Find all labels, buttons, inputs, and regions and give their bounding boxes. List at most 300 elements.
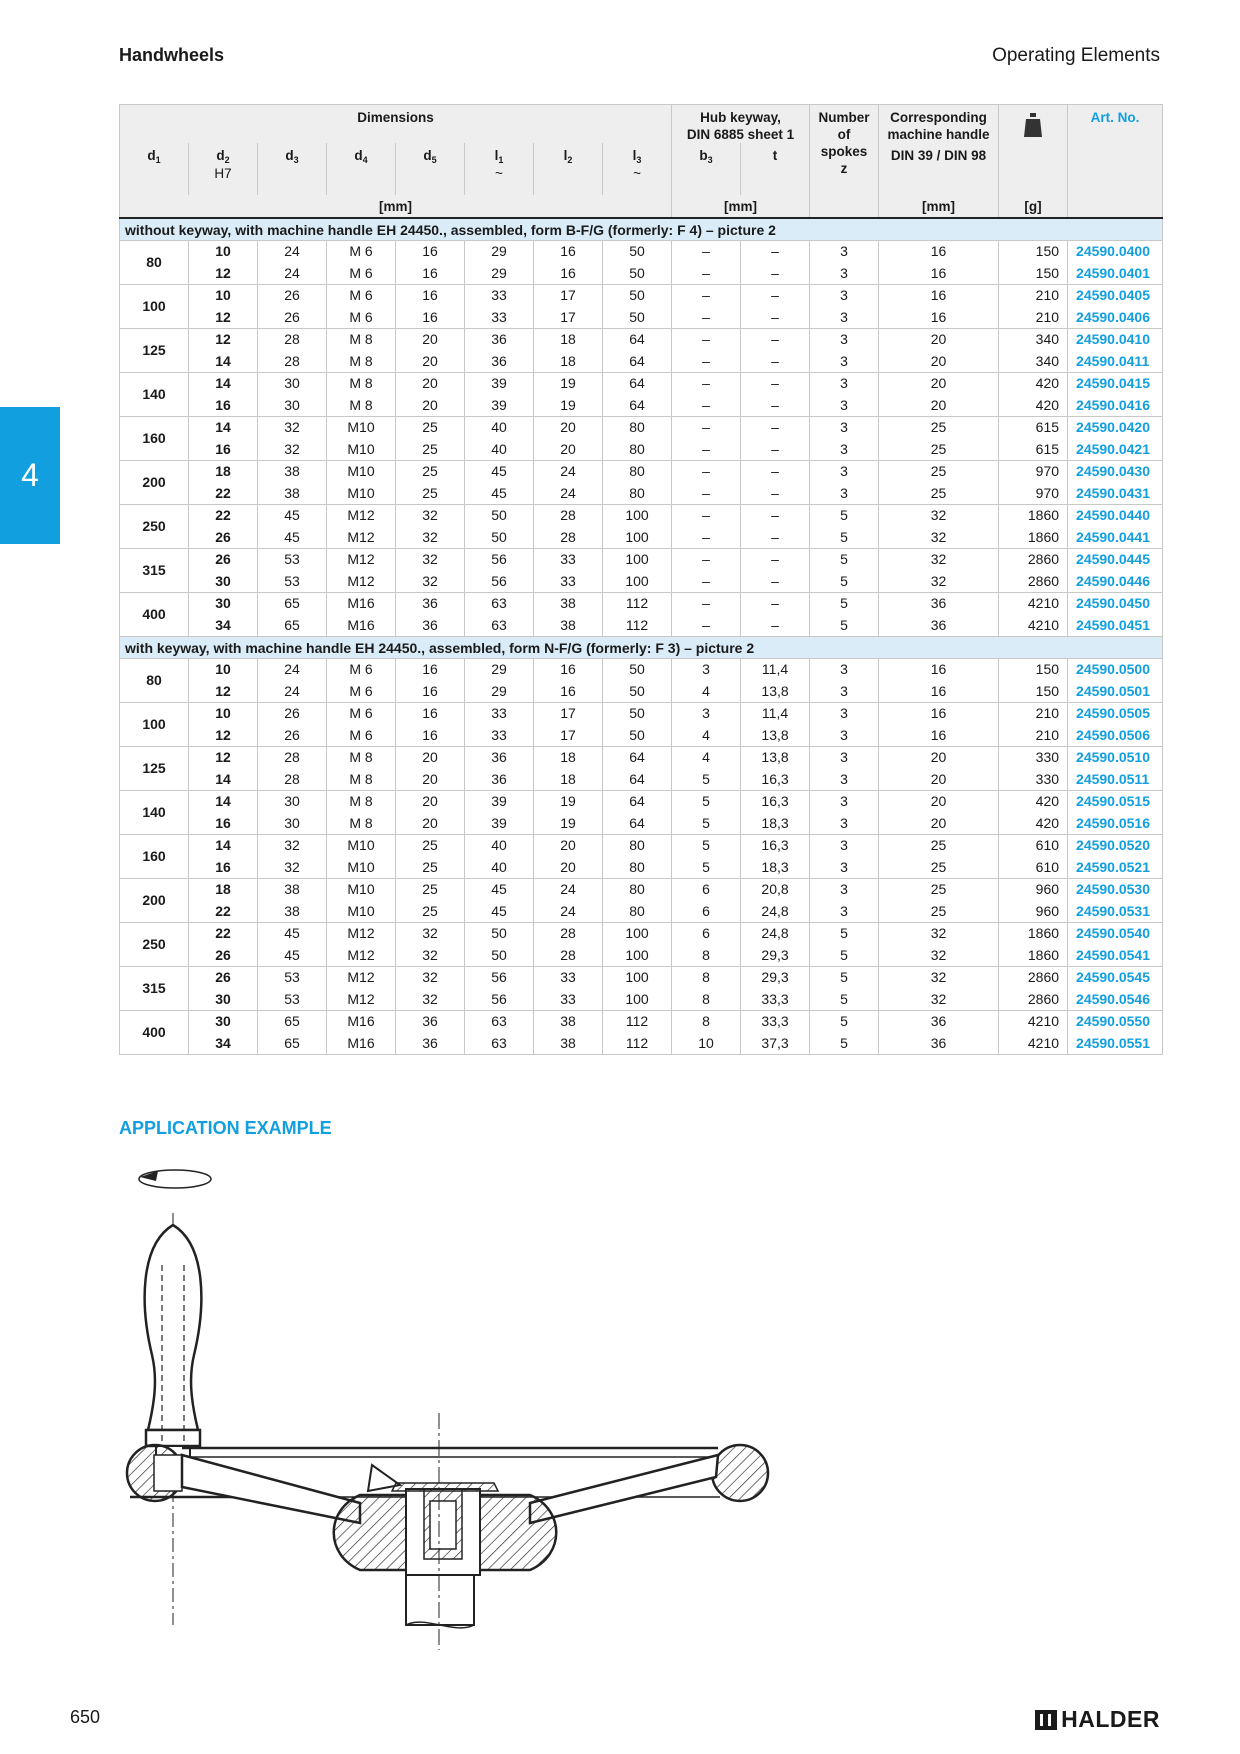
table-cell: M10: [327, 483, 396, 505]
table-cell: 38: [534, 1033, 603, 1055]
table-cell: 330: [999, 769, 1068, 791]
table-cell: 56: [465, 967, 534, 989]
col-b3: $b_3$: [672, 143, 741, 195]
table-cell: 12: [189, 681, 258, 703]
table-cell: 12: [189, 329, 258, 351]
table-cell: 150: [999, 659, 1068, 681]
table-row: [120, 593, 1163, 615]
table-cell: 20: [534, 857, 603, 879]
table-cell: 25: [879, 835, 999, 857]
table-cell: 16: [534, 681, 603, 703]
table-cell: 16: [879, 725, 999, 747]
col-t: t: [741, 143, 810, 195]
art-no-link[interactable]: 24590.0540: [1068, 923, 1163, 945]
table-cell: –: [672, 373, 741, 395]
table-cell: M 6: [327, 659, 396, 681]
table-row: [120, 945, 1163, 967]
table-cell: 18: [189, 461, 258, 483]
table-cell: 24: [534, 901, 603, 923]
table-cell: 25: [396, 879, 465, 901]
table-cell: M12: [327, 945, 396, 967]
table-cell: 6: [672, 923, 741, 945]
art-no-link[interactable]: 24590.0546: [1068, 989, 1163, 1011]
table-cell: 18: [534, 351, 603, 373]
table-cell: M 8: [327, 747, 396, 769]
spec-table-wrapper: [119, 104, 1160, 1055]
art-no-link[interactable]: 24590.0420: [1068, 417, 1163, 439]
table-cell: 3: [810, 329, 879, 351]
table-cell: 80: [603, 417, 672, 439]
table-cell: 30: [258, 791, 327, 813]
table-cell: 32: [879, 967, 999, 989]
table-cell: M 6: [327, 725, 396, 747]
table-cell: 26: [258, 307, 327, 329]
table-cell: 20,8: [741, 879, 810, 901]
table-cell: 16: [879, 681, 999, 703]
table-cell: 16: [396, 263, 465, 285]
table-cell: 28: [534, 505, 603, 527]
table-cell: 32: [258, 417, 327, 439]
art-no-link[interactable]: 24590.0545: [1068, 967, 1163, 989]
table-cell: 25: [396, 901, 465, 923]
table-cell: 4210: [999, 615, 1068, 637]
art-no-link[interactable]: 24590.0445: [1068, 549, 1163, 571]
table-cell: M10: [327, 835, 396, 857]
table-cell: 3: [810, 395, 879, 417]
table-cell: 80: [603, 835, 672, 857]
table-cell: –: [741, 439, 810, 461]
art-no-link[interactable]: 24590.0450: [1068, 593, 1163, 615]
table-row: [120, 417, 1163, 439]
table-row: [120, 1011, 1163, 1033]
table-cell: 150: [999, 263, 1068, 285]
table-cell: M 6: [327, 681, 396, 703]
cell-d1: 80: [120, 659, 189, 703]
table-cell: 36: [879, 615, 999, 637]
table-cell: 26: [258, 285, 327, 307]
table-cell: 20: [879, 813, 999, 835]
table-cell: 28: [258, 351, 327, 373]
table-cell: 50: [465, 945, 534, 967]
table-cell: 3: [672, 659, 741, 681]
table-cell: 28: [534, 923, 603, 945]
table-cell: 16: [534, 659, 603, 681]
table-cell: 45: [465, 879, 534, 901]
table-cell: 32: [396, 989, 465, 1011]
page-number: 650: [70, 1707, 101, 1727]
table-cell: 14: [189, 791, 258, 813]
table-cell: 17: [534, 703, 603, 725]
table-cell: 53: [258, 989, 327, 1011]
table-cell: 112: [603, 1011, 672, 1033]
table-cell: 40: [465, 835, 534, 857]
header-section: Operating Elements: [992, 45, 1160, 66]
section-row: [120, 637, 1163, 659]
table-cell: 14: [189, 769, 258, 791]
table-cell: 960: [999, 879, 1068, 901]
table-cell: 12: [189, 307, 258, 329]
table-cell: 22: [189, 505, 258, 527]
art-no-link[interactable]: 24590.0505: [1068, 703, 1163, 725]
cell-d1: 100: [120, 285, 189, 329]
table-row: [120, 725, 1163, 747]
table-cell: 39: [465, 791, 534, 813]
table-cell: 8: [672, 967, 741, 989]
table-cell: 38: [534, 615, 603, 637]
table-cell: 36: [465, 329, 534, 351]
table-cell: 10: [672, 1033, 741, 1055]
table-cell: 24: [258, 263, 327, 285]
table-cell: 1860: [999, 923, 1068, 945]
cell-d1: 200: [120, 879, 189, 923]
table-cell: 26: [258, 703, 327, 725]
art-no-link[interactable]: 24590.0430: [1068, 461, 1163, 483]
table-cell: 20: [879, 329, 999, 351]
table-body: [120, 218, 1163, 1055]
table-cell: M16: [327, 615, 396, 637]
col-d3: $d_3$: [258, 143, 327, 195]
table-cell: 14: [189, 351, 258, 373]
table-cell: 330: [999, 747, 1068, 769]
table-cell: –: [672, 593, 741, 615]
table-cell: 12: [189, 747, 258, 769]
table-cell: 6: [672, 879, 741, 901]
table-cell: 16: [396, 703, 465, 725]
art-no-link[interactable]: 24590.0531: [1068, 901, 1163, 923]
table-cell: M 6: [327, 285, 396, 307]
table-cell: 24,8: [741, 923, 810, 945]
table-cell: –: [672, 417, 741, 439]
table-cell: 19: [534, 395, 603, 417]
table-cell: 33: [465, 285, 534, 307]
table-cell: 615: [999, 439, 1068, 461]
art-no-link[interactable]: 24590.0421: [1068, 439, 1163, 461]
table-cell: 28: [258, 747, 327, 769]
table-cell: 45: [465, 461, 534, 483]
cell-d1: 160: [120, 835, 189, 879]
table-cell: 970: [999, 461, 1068, 483]
art-no-link[interactable]: 24590.0416: [1068, 395, 1163, 417]
table-cell: 26: [189, 527, 258, 549]
spokes-header: Number of spokes z: [810, 105, 879, 196]
table-cell: 210: [999, 703, 1068, 725]
cell-d1: 125: [120, 747, 189, 791]
table-cell: 32: [258, 835, 327, 857]
unit-spokes: [810, 195, 879, 218]
table-cell: 20: [396, 395, 465, 417]
art-no-link[interactable]: 24590.0410: [1068, 329, 1163, 351]
table-cell: 50: [465, 923, 534, 945]
art-no-link[interactable]: 24590.0446: [1068, 571, 1163, 593]
table-cell: 36: [465, 747, 534, 769]
table-cell: –: [672, 439, 741, 461]
table-cell: 3: [810, 351, 879, 373]
art-no-link[interactable]: 24590.0516: [1068, 813, 1163, 835]
table-cell: M10: [327, 461, 396, 483]
table-cell: 3: [810, 791, 879, 813]
table-cell: M 8: [327, 395, 396, 417]
table-cell: 20: [396, 813, 465, 835]
table-cell: 29,3: [741, 945, 810, 967]
table-row: [120, 439, 1163, 461]
machine-handle-header: [879, 105, 999, 196]
table-cell: 16: [396, 659, 465, 681]
table-cell: 36: [879, 1011, 999, 1033]
table-cell: 39: [465, 395, 534, 417]
table-cell: –: [741, 351, 810, 373]
table-cell: –: [741, 483, 810, 505]
art-no-link[interactable]: 24590.0431: [1068, 483, 1163, 505]
cell-d1: 315: [120, 549, 189, 593]
table-row: [120, 395, 1163, 417]
table-cell: 36: [396, 615, 465, 637]
table-cell: 17: [534, 285, 603, 307]
cell-d1: 140: [120, 373, 189, 417]
table-cell: M12: [327, 989, 396, 1011]
dimensions-header: Dimensions: [120, 105, 672, 144]
table-cell: 3: [810, 417, 879, 439]
table-row: [120, 549, 1163, 571]
table-cell: 56: [465, 549, 534, 571]
table-cell: 8: [672, 1011, 741, 1033]
table-cell: 64: [603, 747, 672, 769]
table-cell: 24: [258, 241, 327, 263]
table-cell: 13,8: [741, 725, 810, 747]
table-cell: 25: [879, 417, 999, 439]
art-no-link[interactable]: 24590.0520: [1068, 835, 1163, 857]
table-row: [120, 263, 1163, 285]
table-cell: 5: [810, 549, 879, 571]
table-cell: 34: [189, 615, 258, 637]
table-cell: 25: [879, 879, 999, 901]
table-cell: 20: [879, 747, 999, 769]
table-cell: 50: [603, 681, 672, 703]
section-title: with keyway, with machine handle EH 24450., assembled, form N-F/G (formerly: F 3) – picture 2: [120, 637, 1163, 659]
table-cell: 3: [810, 879, 879, 901]
table-cell: 38: [534, 1011, 603, 1033]
table-cell: M10: [327, 439, 396, 461]
table-cell: 26: [189, 549, 258, 571]
art-no-link[interactable]: 24590.0510: [1068, 747, 1163, 769]
art-no-link[interactable]: 24590.0541: [1068, 945, 1163, 967]
table-cell: –: [741, 505, 810, 527]
table-cell: 53: [258, 571, 327, 593]
cell-d1: 140: [120, 791, 189, 835]
table-cell: 3: [810, 439, 879, 461]
table-cell: 20: [396, 791, 465, 813]
table-cell: 36: [396, 1011, 465, 1033]
table-cell: 16: [534, 241, 603, 263]
art-no-link[interactable]: 24590.0521: [1068, 857, 1163, 879]
table-cell: 24: [534, 483, 603, 505]
table-cell: 8: [672, 945, 741, 967]
table-cell: 33: [534, 571, 603, 593]
art-no-link[interactable]: 24590.0515: [1068, 791, 1163, 813]
table-cell: 100: [603, 989, 672, 1011]
table-cell: 3: [810, 813, 879, 835]
art-no-link[interactable]: 24590.0441: [1068, 527, 1163, 549]
unit-dims: [mm]: [120, 195, 672, 218]
table-cell: 29,3: [741, 967, 810, 989]
table-cell: 18: [189, 879, 258, 901]
table-cell: 150: [999, 681, 1068, 703]
weight-icon: [1024, 113, 1042, 137]
table-cell: 100: [603, 505, 672, 527]
table-cell: 112: [603, 615, 672, 637]
table-cell: 24: [534, 461, 603, 483]
art-no-link[interactable]: 24590.0550: [1068, 1011, 1163, 1033]
table-cell: –: [741, 329, 810, 351]
table-cell: 4210: [999, 1011, 1068, 1033]
table-row: [120, 285, 1163, 307]
table-cell: 340: [999, 351, 1068, 373]
table-cell: 50: [465, 527, 534, 549]
art-no-link[interactable]: 24590.0411: [1068, 351, 1163, 373]
table-cell: 5: [672, 813, 741, 835]
table-cell: 50: [603, 285, 672, 307]
table-cell: 32: [396, 505, 465, 527]
table-cell: 3: [810, 901, 879, 923]
table-cell: 29: [465, 241, 534, 263]
table-cell: –: [672, 263, 741, 285]
table-row: [120, 615, 1163, 637]
table-cell: 5: [672, 769, 741, 791]
table-cell: 5: [810, 615, 879, 637]
table-cell: 38: [258, 901, 327, 923]
table-cell: 56: [465, 571, 534, 593]
table-cell: 30: [189, 1011, 258, 1033]
table-cell: M 8: [327, 329, 396, 351]
table-cell: 3: [810, 857, 879, 879]
table-cell: 210: [999, 307, 1068, 329]
table-cell: 16: [189, 439, 258, 461]
art-no-link[interactable]: 24590.0501: [1068, 681, 1163, 703]
table-cell: M16: [327, 1033, 396, 1055]
unit-art: [1068, 195, 1163, 218]
table-cell: 38: [534, 593, 603, 615]
art-no-link[interactable]: 24590.0551: [1068, 1033, 1163, 1055]
machine-handle-title: Corresponding machine handle: [887, 110, 990, 142]
table-cell: 5: [672, 857, 741, 879]
table-cell: –: [741, 285, 810, 307]
table-cell: 12: [189, 725, 258, 747]
table-cell: 100: [603, 923, 672, 945]
table-cell: –: [672, 351, 741, 373]
col-l2: $l_2$: [534, 143, 603, 195]
table-cell: –: [741, 571, 810, 593]
table-head: [120, 105, 1163, 219]
table-cell: 19: [534, 373, 603, 395]
table-cell: 18,3: [741, 857, 810, 879]
table-cell: 32: [396, 923, 465, 945]
table-cell: 24: [258, 659, 327, 681]
table-cell: 16: [189, 395, 258, 417]
section-row: [120, 218, 1163, 241]
table-cell: 3: [810, 285, 879, 307]
table-cell: 24: [534, 879, 603, 901]
table-cell: 17: [534, 725, 603, 747]
art-no-link[interactable]: 24590.0401: [1068, 263, 1163, 285]
table-cell: 80: [603, 483, 672, 505]
brand-logo: [1035, 1706, 1160, 1733]
table-cell: 3: [810, 307, 879, 329]
table-cell: 32: [396, 967, 465, 989]
section-title: without keyway, with machine handle EH 24450., assembled, form B-F/G (formerly: F 4) – picture 2: [120, 218, 1163, 241]
table-cell: 34: [189, 1033, 258, 1055]
art-no-link[interactable]: 24590.0405: [1068, 285, 1163, 307]
table-cell: 39: [465, 373, 534, 395]
table-cell: 37,3: [741, 1033, 810, 1055]
art-no-link[interactable]: 24590.0511: [1068, 769, 1163, 791]
table-cell: M16: [327, 1011, 396, 1033]
table-cell: 25: [396, 857, 465, 879]
art-no-link[interactable]: 24590.0415: [1068, 373, 1163, 395]
table-cell: –: [741, 373, 810, 395]
table-cell: 2860: [999, 549, 1068, 571]
table-cell: 10: [189, 241, 258, 263]
table-cell: 32: [396, 571, 465, 593]
table-cell: 16: [396, 681, 465, 703]
cell-d1: 100: [120, 703, 189, 747]
table-cell: 53: [258, 549, 327, 571]
spec-table: [119, 104, 1163, 1055]
table-cell: 25: [879, 439, 999, 461]
unit-handle: [mm]: [879, 195, 999, 218]
table-cell: 50: [603, 703, 672, 725]
art-no-link[interactable]: 24590.0451: [1068, 615, 1163, 637]
table-cell: 39: [465, 813, 534, 835]
chapter-number: 4: [21, 457, 39, 493]
table-cell: 16: [396, 241, 465, 263]
table-cell: 16: [879, 263, 999, 285]
table-row: [120, 571, 1163, 593]
table-cell: –: [672, 307, 741, 329]
table-cell: 30: [258, 373, 327, 395]
table-cell: M 8: [327, 769, 396, 791]
table-cell: 20: [879, 351, 999, 373]
table-cell: 33: [465, 725, 534, 747]
table-cell: M10: [327, 857, 396, 879]
table-cell: 5: [810, 571, 879, 593]
table-cell: 80: [603, 461, 672, 483]
art-no-link[interactable]: 24590.0440: [1068, 505, 1163, 527]
table-cell: 3: [810, 263, 879, 285]
col-d1: $d_1$: [120, 143, 189, 195]
table-cell: 16: [396, 307, 465, 329]
table-cell: 65: [258, 1033, 327, 1055]
table-cell: M12: [327, 923, 396, 945]
table-cell: 14: [189, 373, 258, 395]
table-cell: 5: [810, 1011, 879, 1033]
table-cell: 20: [534, 439, 603, 461]
table-cell: 45: [258, 527, 327, 549]
table-cell: 32: [396, 549, 465, 571]
table-cell: 112: [603, 593, 672, 615]
table-cell: –: [672, 241, 741, 263]
table-cell: 80: [603, 857, 672, 879]
art-no-link[interactable]: 24590.0500: [1068, 659, 1163, 681]
table-row: [120, 307, 1163, 329]
table-cell: 14: [189, 835, 258, 857]
art-no-link[interactable]: 24590.0506: [1068, 725, 1163, 747]
table-cell: 970: [999, 483, 1068, 505]
art-no-link[interactable]: 24590.0530: [1068, 879, 1163, 901]
cell-d1: 250: [120, 923, 189, 967]
unit-hub: [mm]: [672, 195, 810, 218]
art-no-link[interactable]: 24590.0406: [1068, 307, 1163, 329]
table-cell: 8: [672, 989, 741, 1011]
art-no-link[interactable]: 24590.0400: [1068, 241, 1163, 263]
